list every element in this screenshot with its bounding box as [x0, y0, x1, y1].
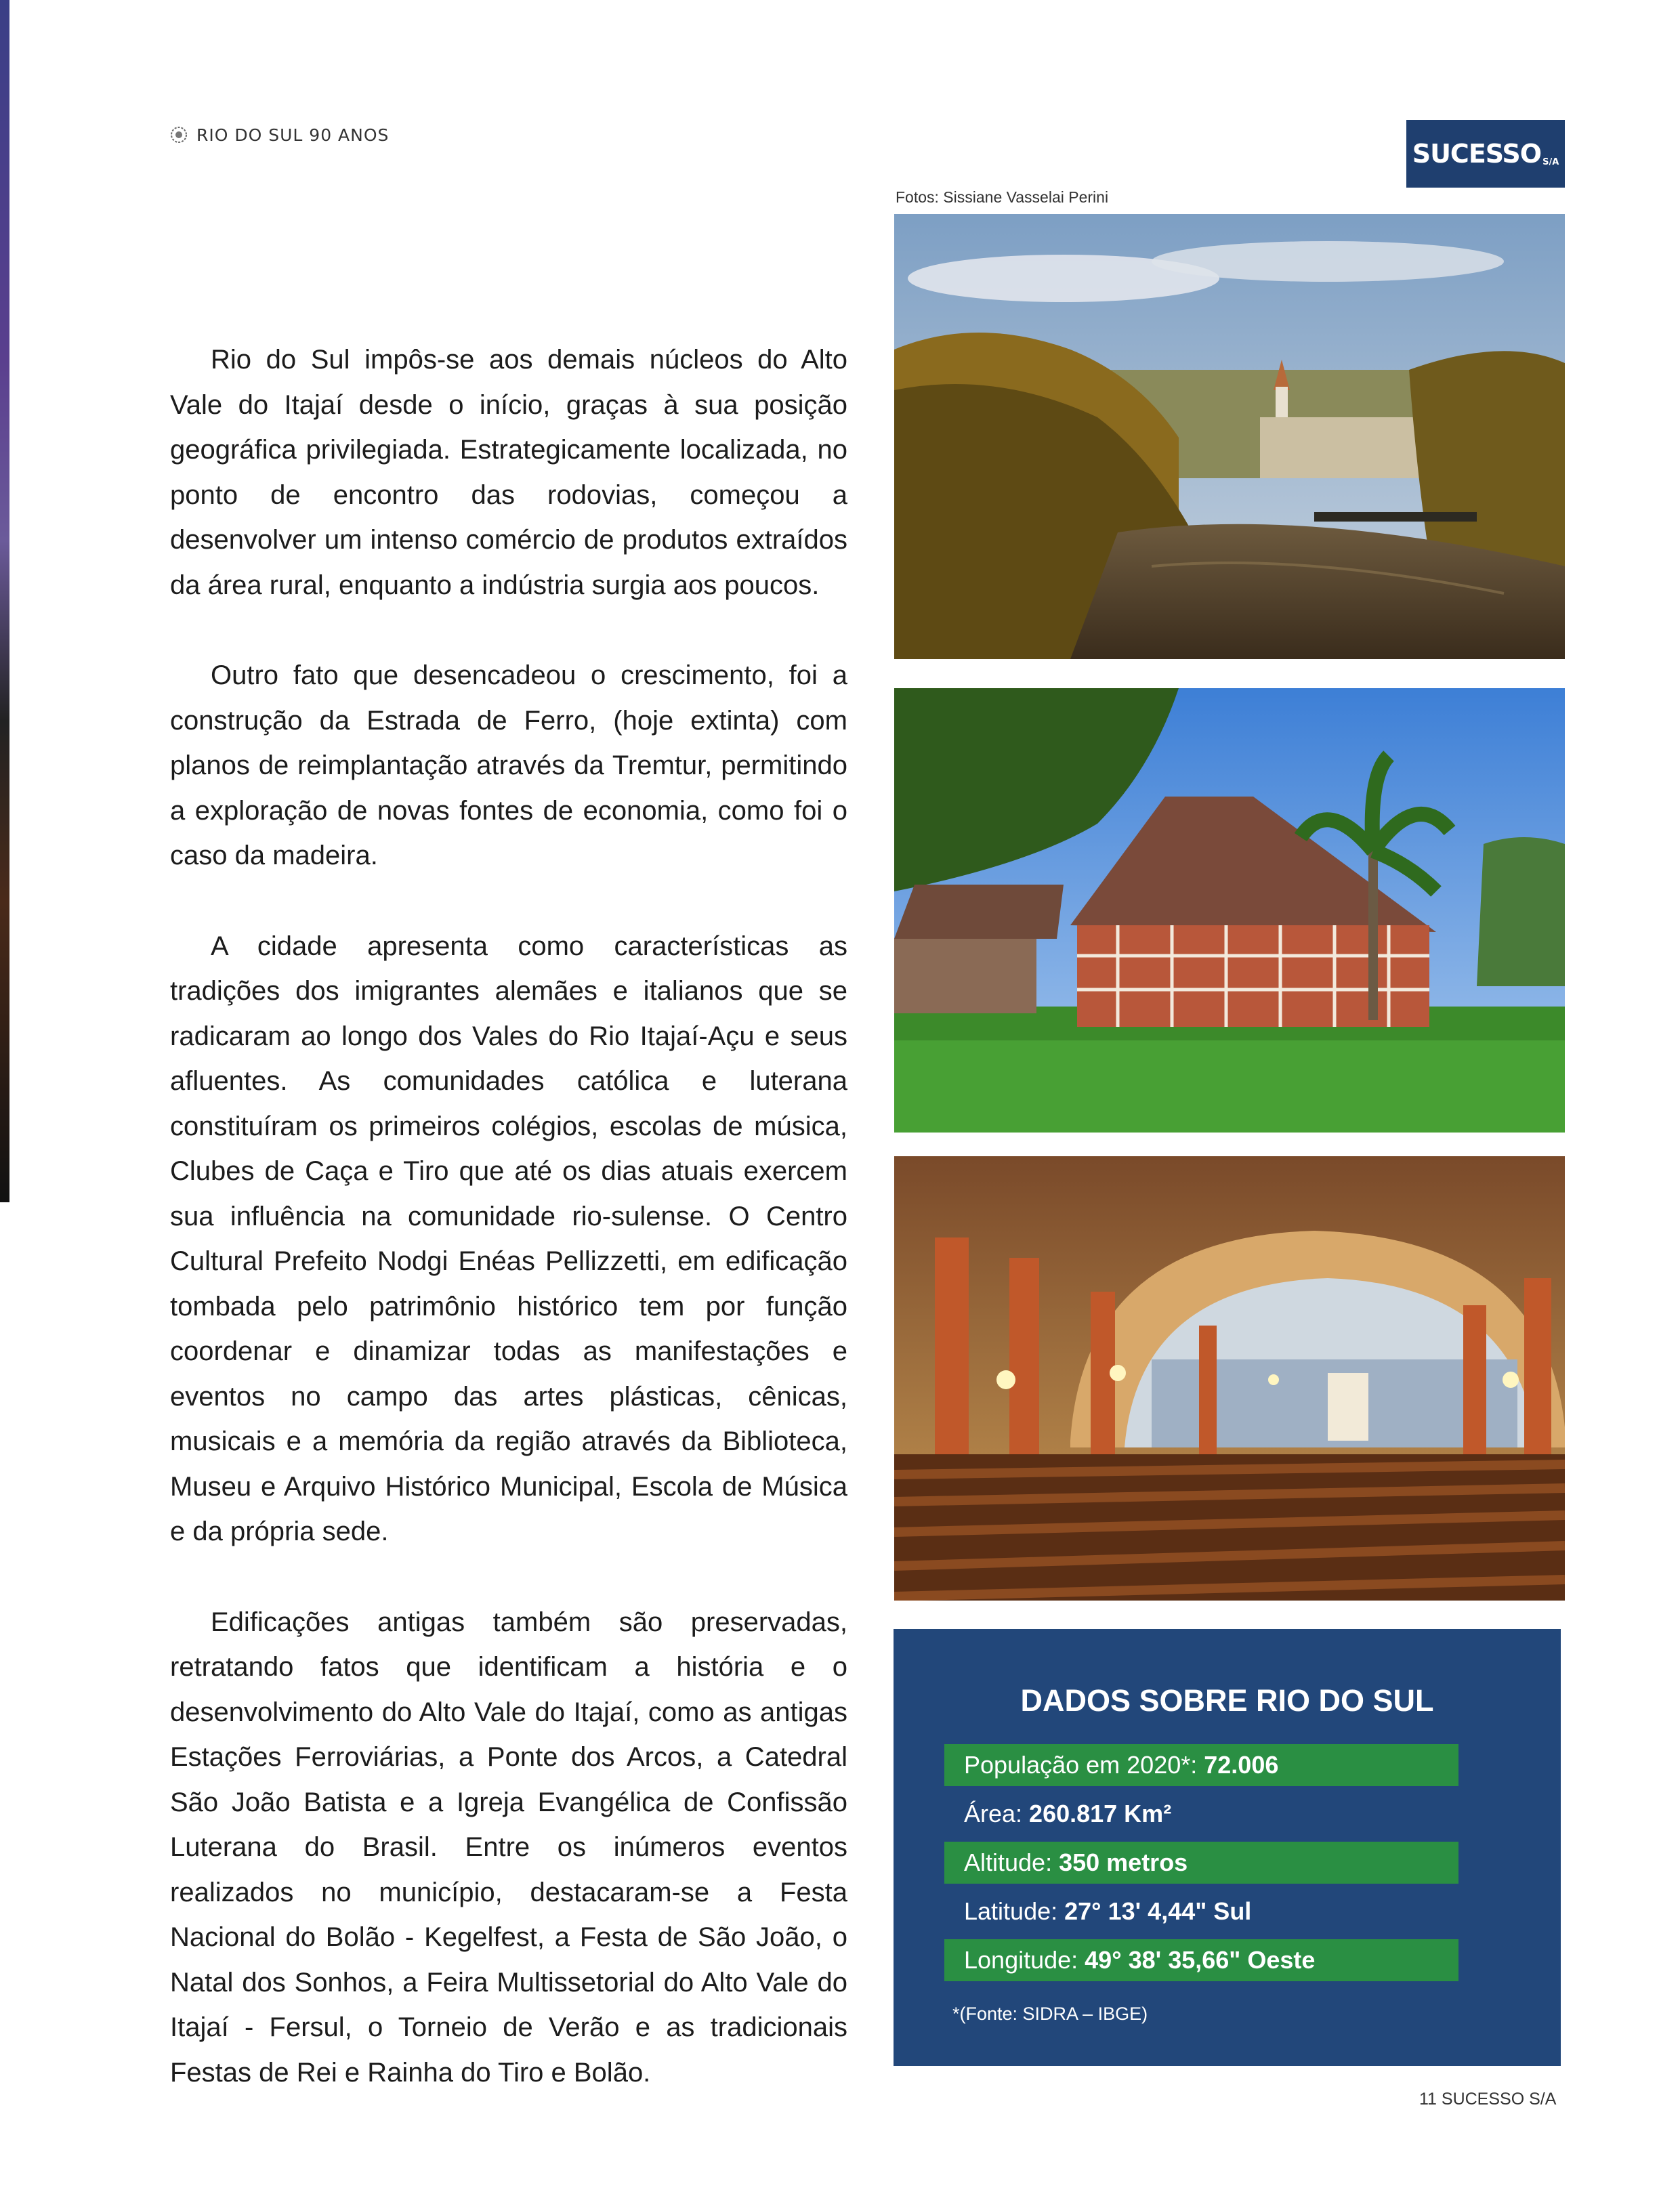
article-paragraph-3: A cidade apresenta como características as tradições dos imigrantes alemães e italianos que se radicaram ao longo dos Vales do Rio Itajaí-Açu e seus afluentes. As comunidades católica e luterana constituíram os primeiros colégios, escolas de música, Clubes de Caça e Tiro que até os dias atuais exercem sua influência na comunidade rio-sulense. O Centro Cultural Prefeito Nodgi Enéas Pellizzetti, em edificação tombada pelo patrimônio histórico tem por função coordenar e dinamizar todas as manifestações e eventos no campo das artes plásticas, cênicas, musicais e a memória da região através da Biblioteca, Museu e Arquivo Histórico Municipal, Escola de Música e da própria sede.	[170, 931, 847, 1546]
facts-value: 350 metros	[1059, 1848, 1188, 1876]
facts-row-altitude	[944, 1842, 1458, 1884]
running-head	[169, 125, 389, 145]
facts-value: 72.006	[1204, 1751, 1279, 1779]
page-edge-strip	[0, 0, 9, 1202]
facts-row-population	[944, 1744, 1458, 1786]
photo-half-timbered-house	[894, 688, 1565, 1133]
photo-credit: Fotos: Sissiane Vasselai Perini	[896, 188, 1109, 206]
article-paragraph-4: Edificações antigas também são preservadas, retratando fatos que identificam a história e o desenvolvimento do Alto Vale do Itajaí, como as antigas Estações Ferroviárias, a Ponte dos Arcos, a Catedral São João Batista e a Igreja Evangélica de Confissão Luterana do Brasil. Entre os inúmeros eventos realizados no município, destacaram-se a Festa Nacional do Bolão - Kegelfest, a Festa de São João, o Natal dos Sonhos, a Feira Multissetorial do Alto Vale do Itajaí - Fersul, o Torneio de Verão e as tradicionais Festas de Rei e Rainha do Tiro e Bolão.	[170, 1607, 847, 2088]
facts-row-longitude	[944, 1939, 1458, 1981]
facts-label: Altitude:	[964, 1848, 1059, 1876]
photo-river-landscape	[894, 214, 1565, 659]
facts-row-area	[944, 1793, 1458, 1835]
facts-value: 27° 13' 4,44" Sul	[1064, 1897, 1252, 1925]
facts-label: Área:	[964, 1800, 1030, 1827]
photo-cathedral-interior	[894, 1156, 1565, 1601]
logo-text: SUCESSO	[1412, 139, 1542, 169]
emblem-icon	[169, 125, 188, 144]
article-body	[170, 337, 847, 2140]
facts-value: 49° 38' 35,66" Oeste	[1085, 1946, 1316, 1974]
facts-title: DADOS SOBRE RIO DO SUL	[1020, 1683, 1434, 1718]
facts-label: População em 2020*:	[964, 1751, 1204, 1779]
article-paragraph-2: Outro fato que desencadeou o crescimento, foi a construção da Estrada de Ferro, (hoje extinta) com planos de reimplantação através da Tremtur, permitindo a exploração de novas fontes de economia, como foi o caso da madeira.	[170, 660, 847, 870]
running-title: RIO DO SUL 90 ANOS	[196, 125, 390, 145]
facts-source: *(Fonte: SIDRA – IBGE)	[952, 2004, 1148, 2024]
facts-value: 260.817 Km²	[1029, 1800, 1172, 1827]
article-paragraph-1: Rio do Sul impôs-se aos demais núcleos do Alto Vale do Itajaí desde o início, graças à sua posição geográfica privilegiada. Estrategicamente localizada, no ponto de encontro das rodovias, começou a desenvolver um intenso comércio de produtos extraídos da área rural, enquanto a indústria surgia aos poucos.	[170, 345, 847, 600]
city-facts-box	[894, 1629, 1561, 2066]
facts-row-latitude	[944, 1890, 1458, 1932]
facts-label: Latitude:	[964, 1897, 1065, 1925]
facts-label: Longitude:	[964, 1946, 1085, 1974]
logo-suffix: S/A	[1542, 157, 1559, 167]
page-folio: 11 SUCESSO S/A	[1419, 2090, 1557, 2109]
magazine-logo	[1406, 120, 1565, 188]
